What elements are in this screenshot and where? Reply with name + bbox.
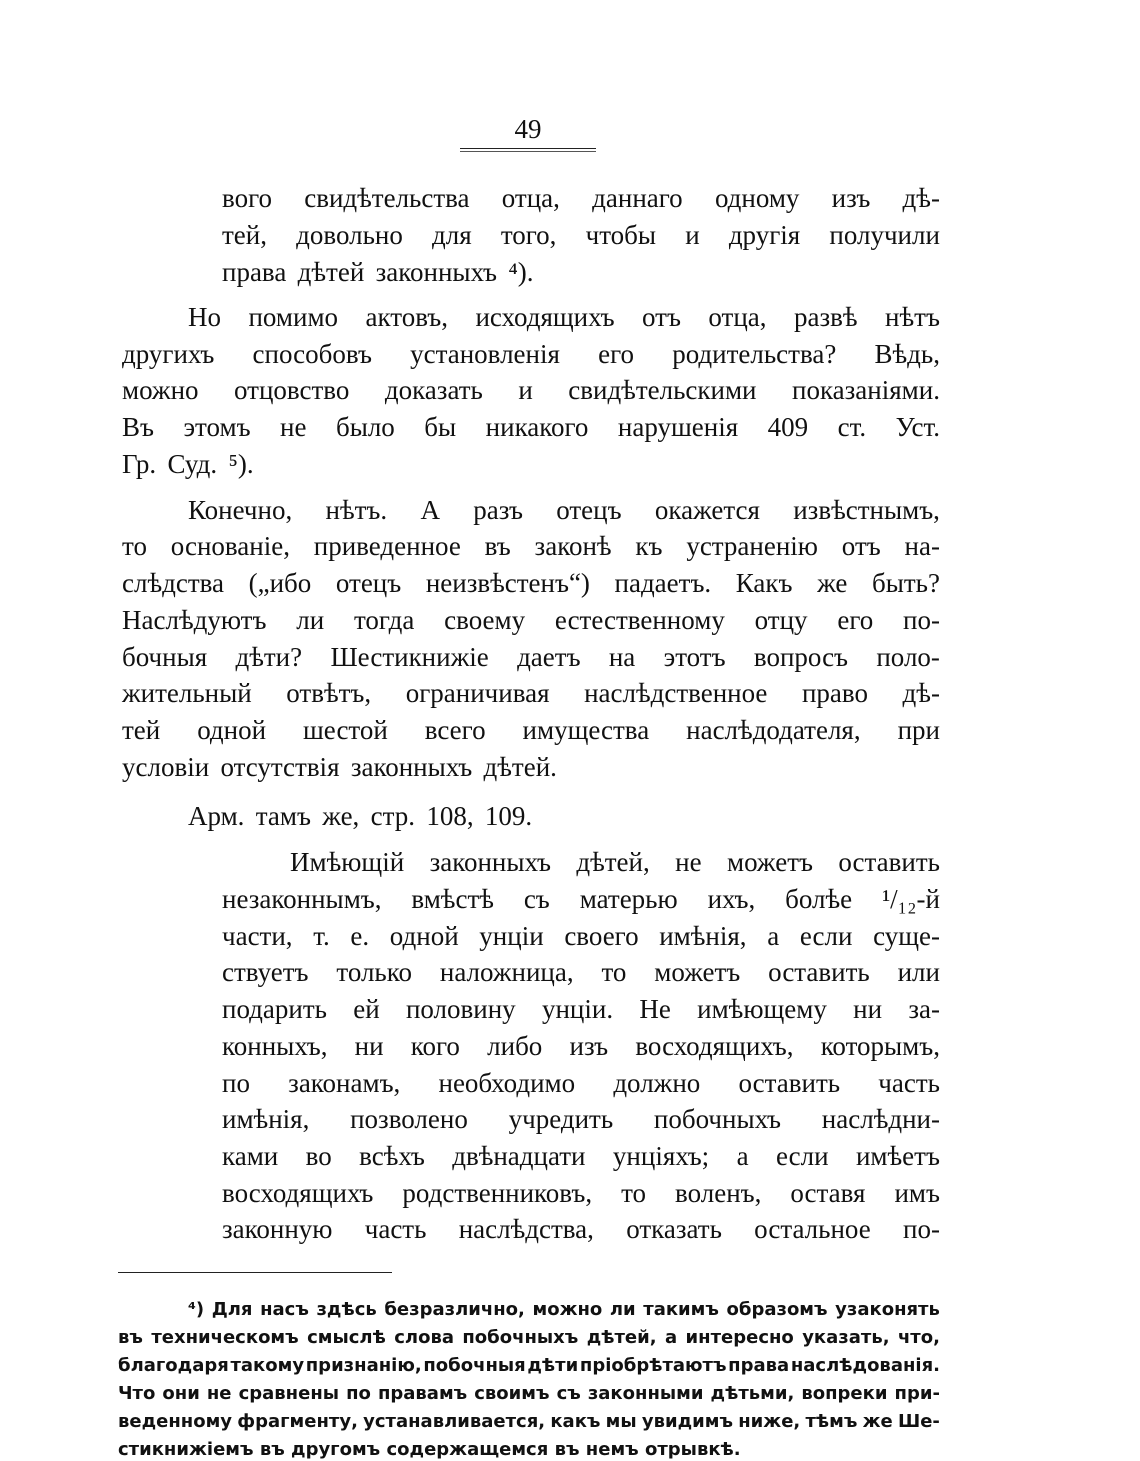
text-line: то основаніе, приведенное въ законѣ къ устраненію отъ на- (122, 531, 940, 561)
footnote-line: веденному фрагменту, устанавливается, какъ мы увидимъ ниже, тѣмъ же Ше- (118, 1411, 940, 1432)
text-line: имѣнія, позволено учредить побочныхъ наслѣдни- (222, 1104, 940, 1134)
text-line: законную часть наслѣдства, отказать остальное по- (222, 1214, 940, 1244)
text-line: Конечно, нѣтъ. А разъ отецъ окажется извѣстнымъ, (188, 495, 940, 525)
text-line: Наслѣдуютъ ли тогда своему естественному отцу его по- (122, 605, 940, 635)
text-line: подарить ей половину унціи. Не имѣющему ни за- (222, 994, 940, 1024)
text-line: условіи отсутствія законныхъ дѣтей. (122, 752, 557, 782)
header-rule-thin (460, 151, 596, 152)
text-line: другихъ способовъ установленія его родительства? Вѣдь, (122, 339, 940, 369)
footnote-line: стикнижіемъ въ другомъ содержащемся въ немъ отрывкѣ. (118, 1439, 741, 1460)
footnote-line: въ техническомъ смыслѣ слова побочныхъ дѣтей, а интересно указать, что, (118, 1327, 940, 1348)
text-line: части, т. е. одной унціи своего имѣнія, а если суще- (222, 921, 940, 951)
header-rule (460, 148, 596, 149)
text-line: Но помимо актовъ, исходящихъ отъ отца, развѣ нѣтъ (188, 302, 940, 332)
page-number: 49 (514, 114, 542, 144)
text-line: конныхъ, ни кого либо изъ восходящихъ, которымъ, (222, 1031, 940, 1061)
text-line: тей одной шестой всего имущества наслѣдодателя, при (122, 715, 940, 745)
text-line: Гр. Суд. ⁵). (122, 449, 254, 479)
text-line: ствуетъ только наложница, то можетъ оставить или (222, 957, 940, 987)
text-line: Имѣющій законныхъ дѣтей, не можетъ оставить (290, 847, 940, 877)
text-line: бочныя дѣти? Шестикнижіе даетъ на этотъ вопросъ поло- (122, 642, 940, 672)
text-line: незаконнымъ, вмѣстѣ съ матерью ихъ, болѣе ¹/₁₂-й (222, 884, 940, 914)
text-line: жительный отвѣтъ, ограничивая наслѣдственное право дѣ- (122, 678, 940, 708)
text-line: ками во всѣхъ двѣнадцати унціяхъ; а если имѣетъ (222, 1141, 940, 1171)
text-line: Арм. тамъ же, стр. 108, 109. (188, 801, 533, 831)
text-line: вого свидѣтельства отца, даннаго одному изъ дѣ- (222, 183, 940, 213)
text-line: права дѣтей законныхъ ⁴). (222, 257, 534, 287)
footnote-separator (118, 1272, 392, 1273)
footnote-line: ⁴) Для насъ здѣсь безразлично, можно ли такимъ образомъ узаконять (188, 1299, 940, 1320)
footnote-line: благодаря такому признанію, побочныя дѣти пріобрѣтаютъ права наслѣдованія. (118, 1355, 940, 1376)
footnote-line: Что они не сравнены по правамъ своимъ съ законными дѣтьми, вопреки при- (118, 1383, 940, 1404)
text-line: по законамъ, необходимо должно оставить часть (222, 1068, 940, 1098)
text-line: можно отцовство доказать и свидѣтельскими показаніями. (122, 375, 940, 405)
text-line: Въ этомъ не было бы никакого нарушенія 409 ст. Уст. (122, 412, 940, 442)
text-line: восходящихъ родственниковъ, то воленъ, оставя имъ (222, 1178, 940, 1208)
text-line: тей, довольно для того, чтобы и другія получили (222, 220, 940, 250)
text-line: слѣдства („ибо отецъ неизвѣстенъ“) падаетъ. Какъ же быть? (122, 568, 940, 598)
